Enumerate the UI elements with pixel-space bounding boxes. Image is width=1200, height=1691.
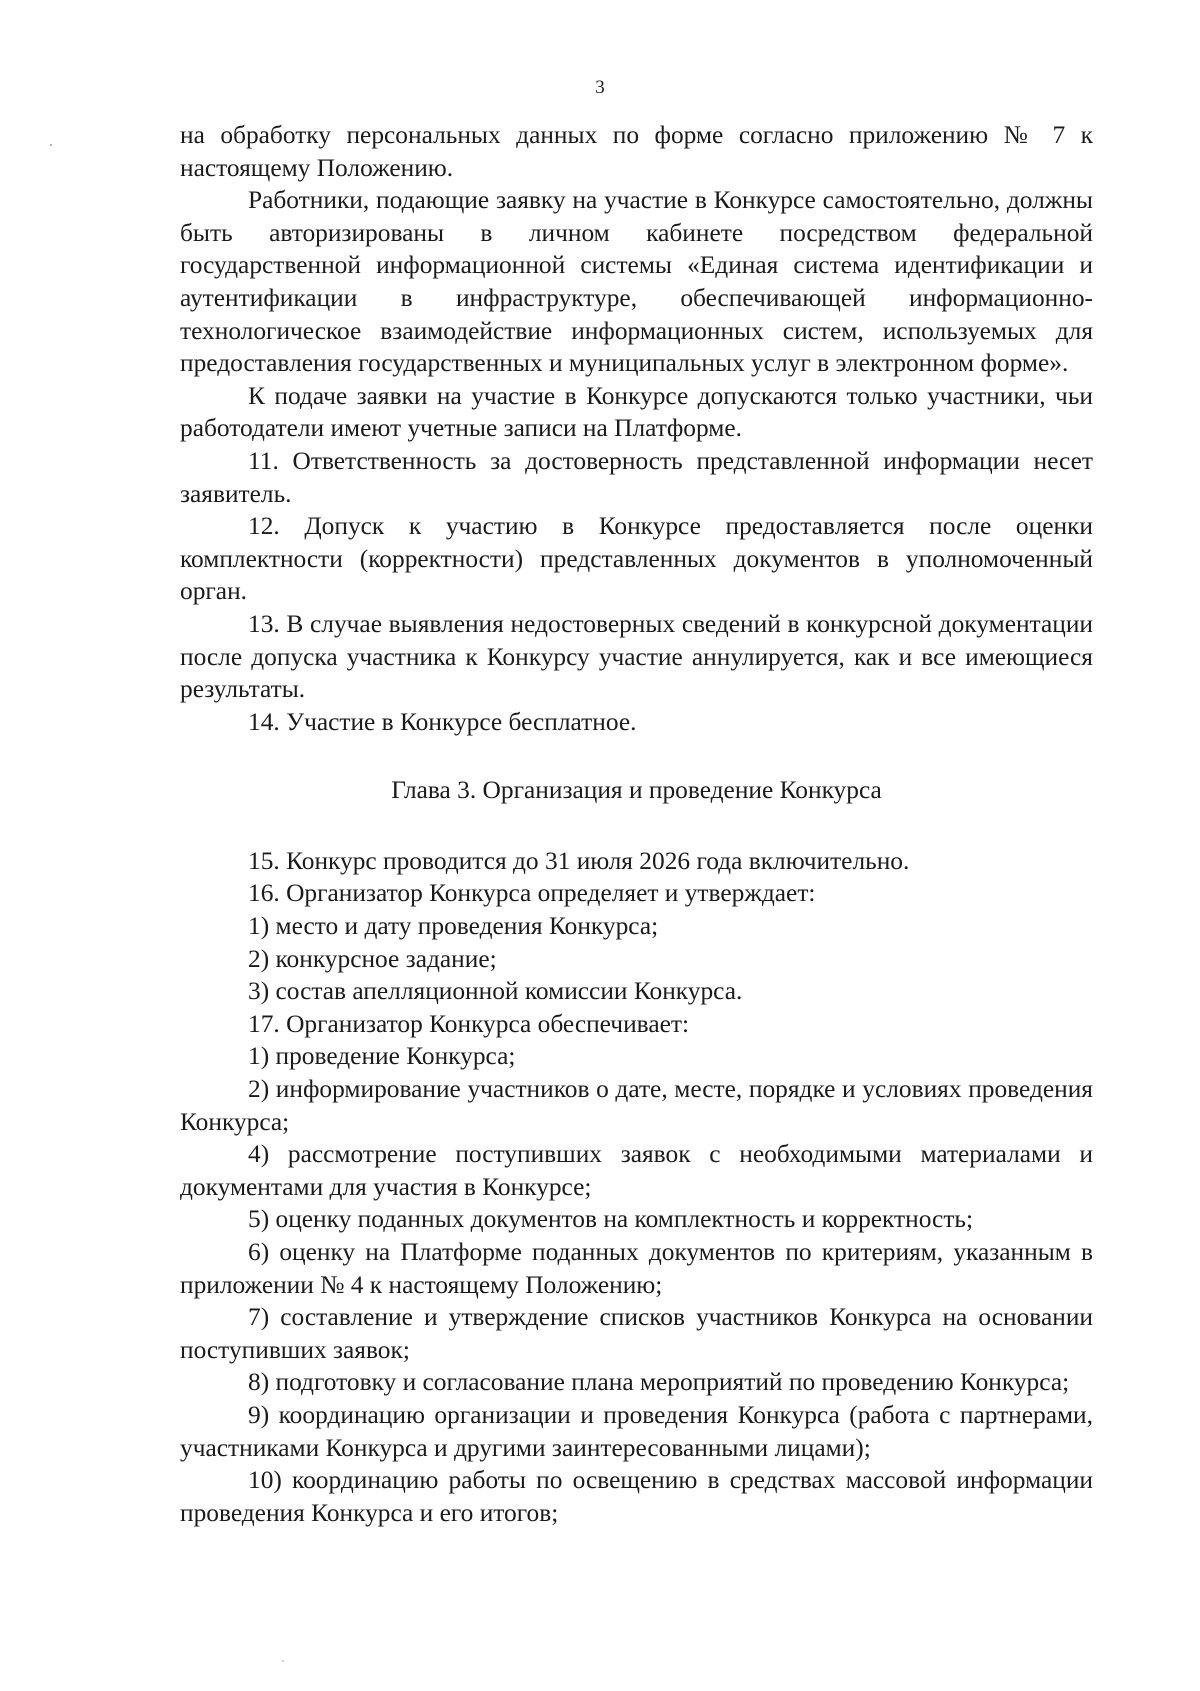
list-item: 4) рассмотрение поступивших заявок с необходимыми материалами и документами для участия в Конкурсе; xyxy=(180,1140,1093,1201)
list-item: 2) информирование участников о дате, месте, порядке и условиях проведения Конкурса; xyxy=(180,1075,1093,1136)
list-item: 9) координацию организации и проведения Конкурса (работа с партнерами, участниками Конкурса и другими заинтересованными лицами); xyxy=(180,1400,1093,1462)
clause-11: 11. Ответственность за достоверность представленной информации несет заявитель. xyxy=(180,446,1093,508)
scan-speck xyxy=(282,1660,284,1662)
paragraph-continuation: на обработку персональных данных по форме согласно приложению № 7 к настоящему Положению. xyxy=(180,121,1093,182)
list-item: 1) место и дату проведения Конкурса; xyxy=(248,912,659,941)
list-item: 8) подготовку и согласование плана мероприятий по проведению Конкурса; xyxy=(248,1368,1070,1397)
paragraph-authorization: Работники, подающие заявку на участие в Конкурсе самостоятельно, должны быть авторизированы в личном кабинете посредством федеральной государственной информационной системы «Единая система идентификации и аутентификации в инфраструктуре, обеспечивающей информационно-технологическое взаимодействие информационных систем, используемых для предоставления государственных и муниципальных услуг в электронном форме». xyxy=(180,186,1093,378)
document-body xyxy=(180,119,1093,1529)
paragraph-admission: К подаче заявки на участие в Конкурсе допускаются только участники, чьи работодатели имеют учетные записи на Платформе. xyxy=(180,381,1093,443)
list-item: 1) проведение Конкурса; xyxy=(248,1042,516,1071)
page-number: 3 xyxy=(595,77,605,98)
list-item: 5) оценку поданных документов на комплектность и корректность; xyxy=(248,1205,974,1234)
list-item: 2) конкурсное задание; xyxy=(248,944,497,973)
list-item: 10) координацию работы по освещению в средствах массовой информации проведения Конкурса и его итогов; xyxy=(180,1466,1093,1527)
clause-17: 17. Организатор Конкурса обеспечивает: xyxy=(248,1009,690,1038)
list-item: 3) состав апелляционной комиссии Конкурса. xyxy=(248,977,743,1006)
clause-15: 15. Конкурс проводится до 31 июля 2026 года включительно. xyxy=(248,846,910,875)
list-item: 6) оценку на Платформе поданных документов по критериям, указанным в приложении № 4 к настоящему Положению; xyxy=(180,1238,1093,1299)
list-item: 7) составление и утверждение списков участников Конкурса на основании поступивших заявок; xyxy=(180,1303,1093,1364)
clause-16: 16. Организатор Конкурса определяет и утверждает: xyxy=(248,879,816,908)
clause-14: 14. Участие в Конкурсе бесплатное. xyxy=(248,707,637,736)
scan-speck xyxy=(50,144,52,146)
clause-12: 12. Допуск к участию в Конкурсе предоставляется после оценки комплектности (корректности) представленных документов в уполномоченный орган. xyxy=(180,512,1093,606)
chapter-heading: Глава 3. Организация и проведение Конкурса xyxy=(391,776,882,805)
clause-13: 13. В случае выявления недостоверных сведений в конкурсной документации после допуска участника к Конкурсу участие аннулируется, как и все имеющиеся результаты. xyxy=(180,609,1093,704)
